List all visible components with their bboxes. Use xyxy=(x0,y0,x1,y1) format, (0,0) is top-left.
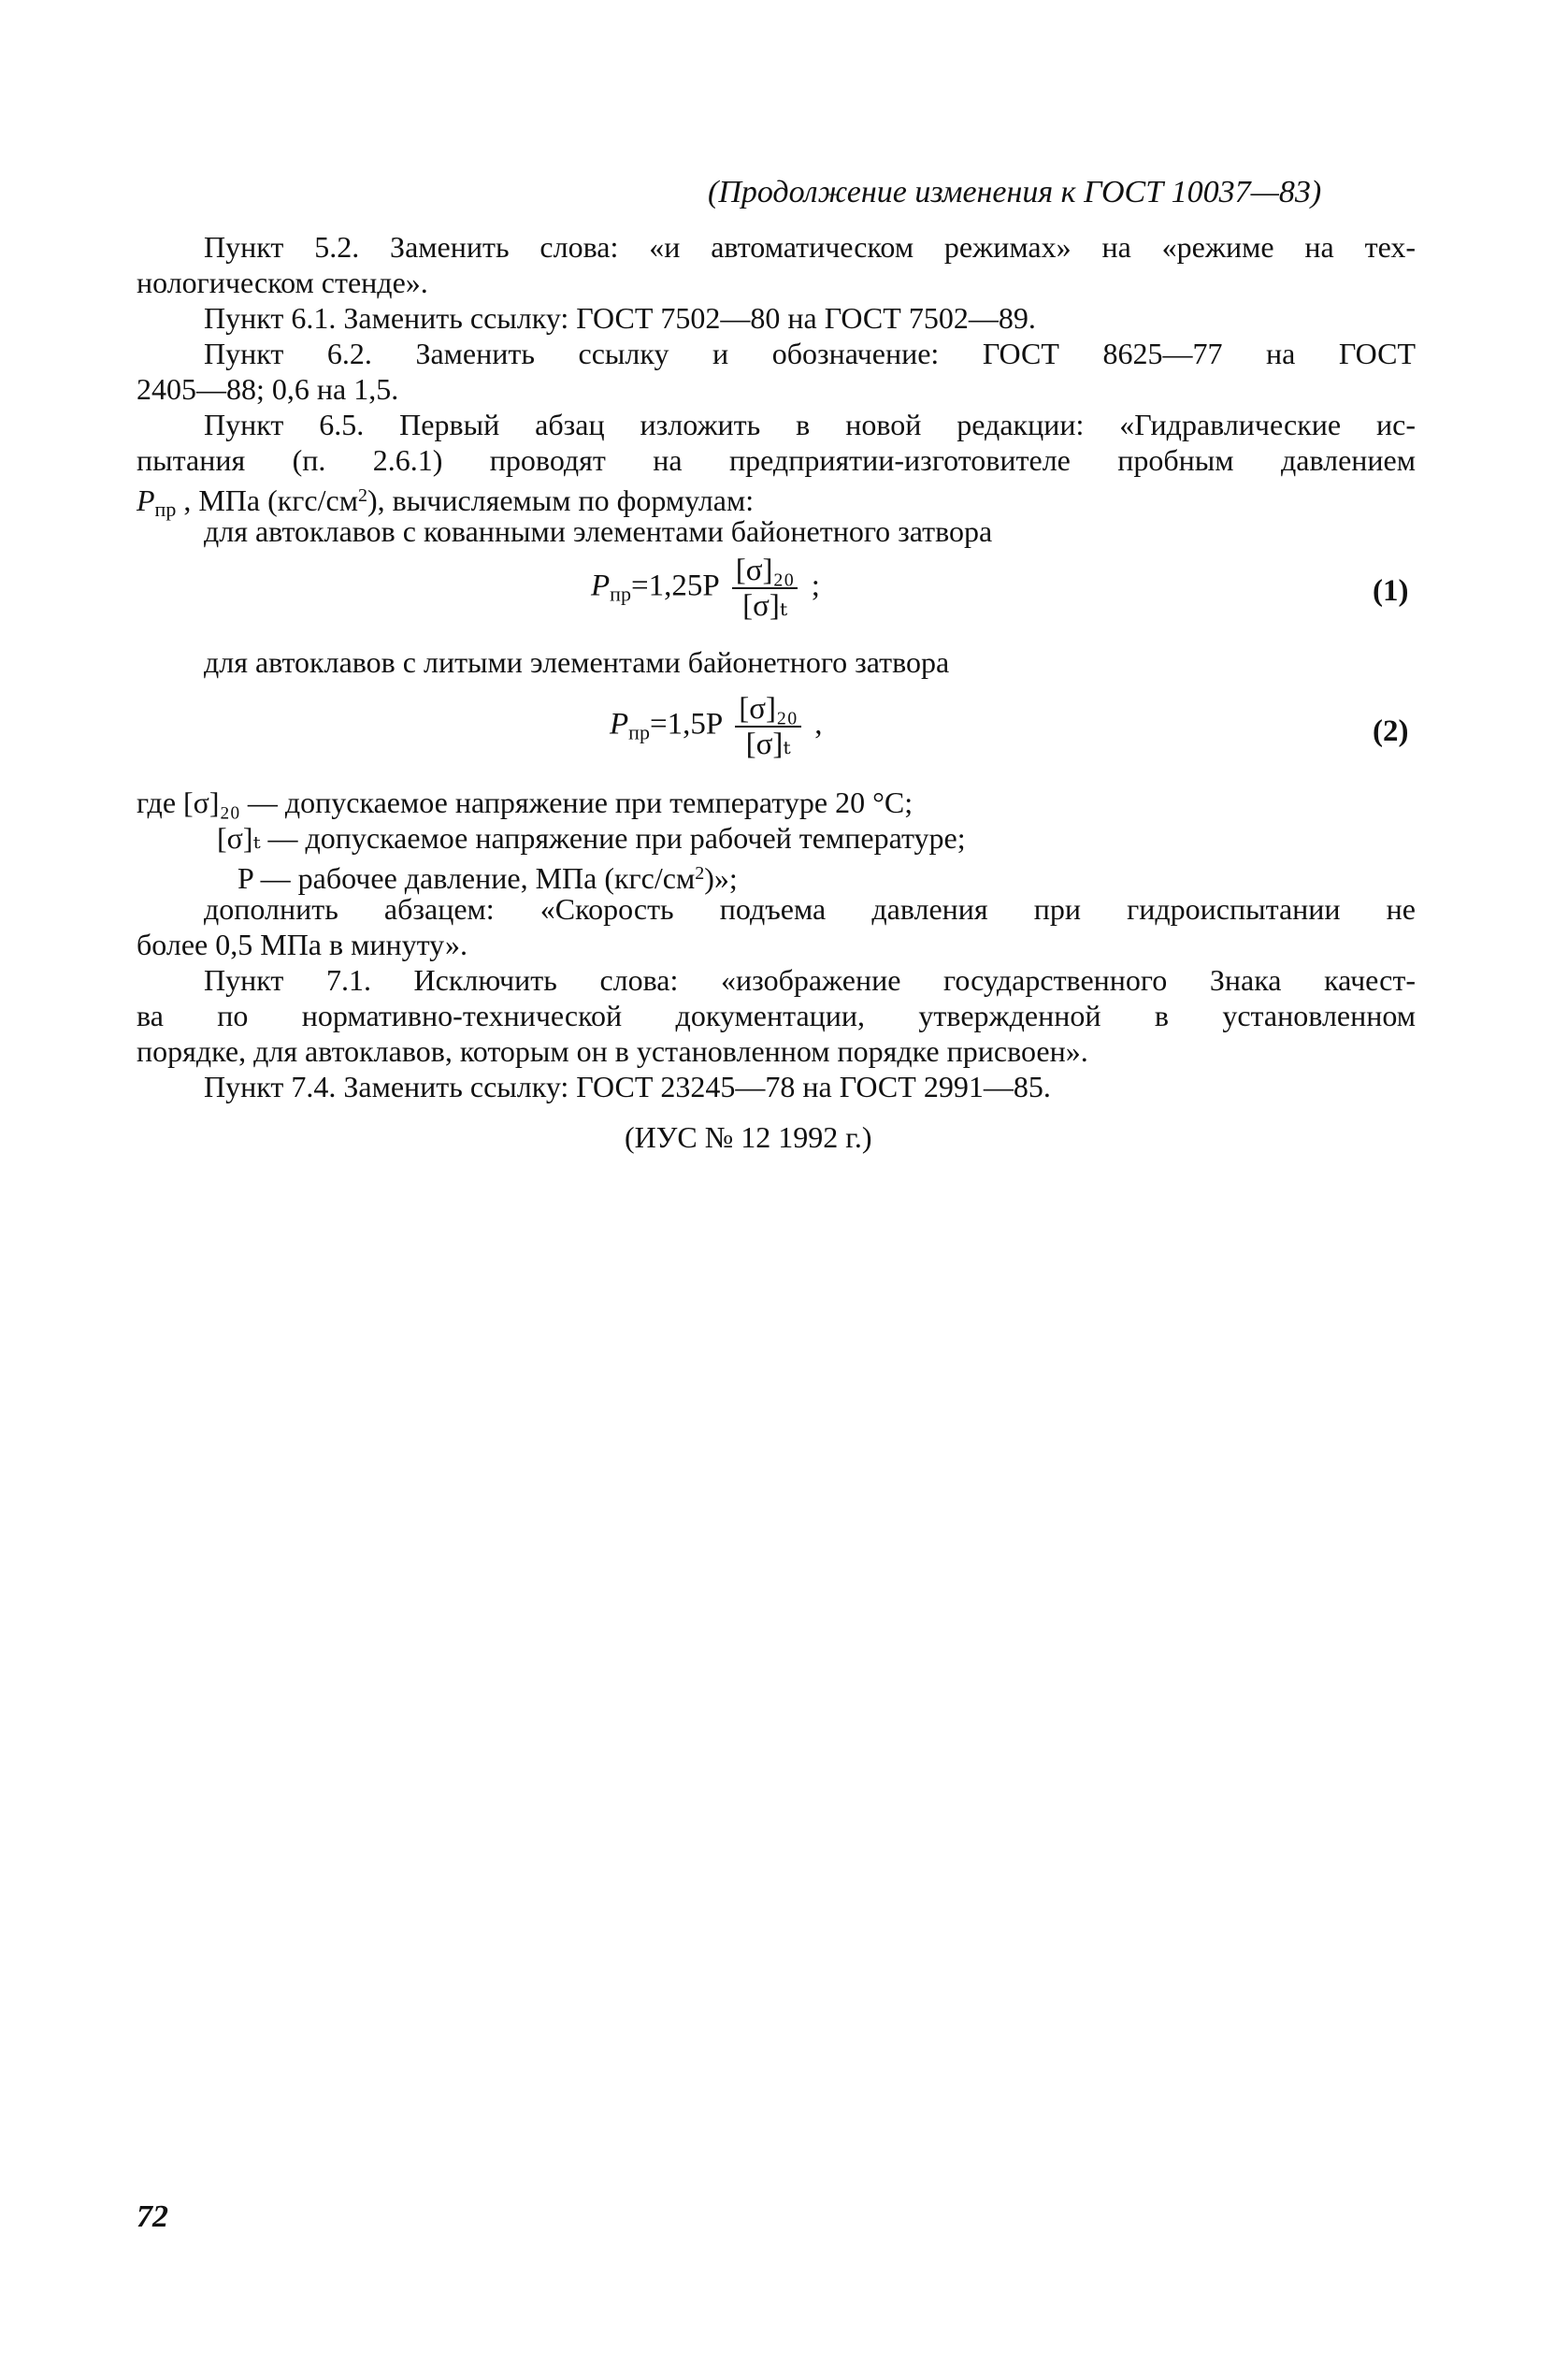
formula2-lhs: P xyxy=(610,707,629,742)
formula2-fraction xyxy=(735,692,801,761)
formula2-denominator: [σ]ₜ xyxy=(745,728,791,761)
p62-line-2: 2405—88; 0,6 на 1,5. xyxy=(137,372,399,406)
p61-line: Пункт 6.1. Заменить ссылку: ГОСТ 7502—80 на ГОСТ 7502—89. xyxy=(204,301,1036,335)
formula2-number: (2) xyxy=(1373,714,1409,748)
p71-line-2: ва по нормативно-технической документации, утвержденной в установленном xyxy=(137,999,1416,1032)
p65-line-2: пытания (п. 2.6.1) проводят на предприятии-изготовителе пробным давлением xyxy=(137,443,1416,477)
formula1-lhs-sub: пр xyxy=(610,582,631,606)
pressure-subscript: пр xyxy=(154,497,177,521)
formula2-lhs-sub: пр xyxy=(628,720,650,744)
formula-1 xyxy=(591,554,820,623)
formula1-denominator: [σ]ₜ xyxy=(742,589,788,623)
p74-line: Пункт 7.4. Заменить ссылку: ГОСТ 23245—78 на ГОСТ 2991—85. xyxy=(204,1070,1051,1103)
unit-sup: 2 xyxy=(357,485,367,506)
formula1-lhs: P xyxy=(591,569,611,603)
p65-line-1: Пункт 6.5. Первый абзац изложить в новой редакции: «Гидравлические ис- xyxy=(204,408,1416,441)
where3-sup: 2 xyxy=(695,863,705,884)
add-line-2: более 0,5 МПа в минуту». xyxy=(137,928,468,961)
formula1-coef: =1,25P xyxy=(630,569,719,603)
where3-text: P — рабочее давление, МПа (кгс/см xyxy=(237,861,696,895)
where-line-2: [σ]ₜ — допускаемое напряжение при рабочей температуре; xyxy=(217,821,966,855)
formula2-numerator: [σ]₂₀ xyxy=(735,692,801,728)
p71-line-1: Пункт 7.1. Исключить слова: «изображение государственного Знака качест- xyxy=(204,963,1416,997)
formula2-coef: =1,5P xyxy=(649,707,722,742)
formula2-tail: , xyxy=(814,707,823,742)
p62-line-1: Пункт 6.2. Заменить ссылку и обозначение: ГОСТ 8625—77 на ГОСТ xyxy=(204,337,1416,370)
pressure-symbol: P xyxy=(137,483,155,517)
forged-text: для автоклавов с кованными элементами байонетного затвора xyxy=(204,514,993,548)
formula1-fraction xyxy=(732,554,798,623)
add-line-1: дополнить абзацем: «Скорость подъема давления при гидроиспытании не xyxy=(204,892,1416,926)
formula1-number: (1) xyxy=(1373,574,1409,608)
ius-reference: (ИУС № 12 1992 г.) xyxy=(625,1120,872,1154)
formula1-tail: ; xyxy=(811,569,820,603)
page-number: 72 xyxy=(137,2199,168,2234)
unit-text: , МПа (кгс/см xyxy=(183,483,358,517)
cast-text: для автоклавов с литыми элементами байонетного затвора xyxy=(204,645,950,679)
p71-line-3: порядке, для автоклавов, которым он в установленном порядке присвоен». xyxy=(137,1034,1088,1068)
where3-tail: )»; xyxy=(704,861,738,895)
formula-2 xyxy=(610,692,822,761)
where-line-1: где [σ]₂₀ — допускаемое напряжение при температуре 20 °С; xyxy=(137,786,913,819)
unit-tail: ), вычисляемым по формулам: xyxy=(367,483,755,517)
p52-line-2: нологическом стенде». xyxy=(137,266,428,299)
formula1-numerator: [σ]₂₀ xyxy=(732,554,798,589)
p52-line-1: Пункт 5.2. Заменить слова: «и автоматическом режимах» на «режиме на тех- xyxy=(204,230,1416,264)
page-header: (Продолжение изменения к ГОСТ 10037—83) xyxy=(708,175,1322,209)
